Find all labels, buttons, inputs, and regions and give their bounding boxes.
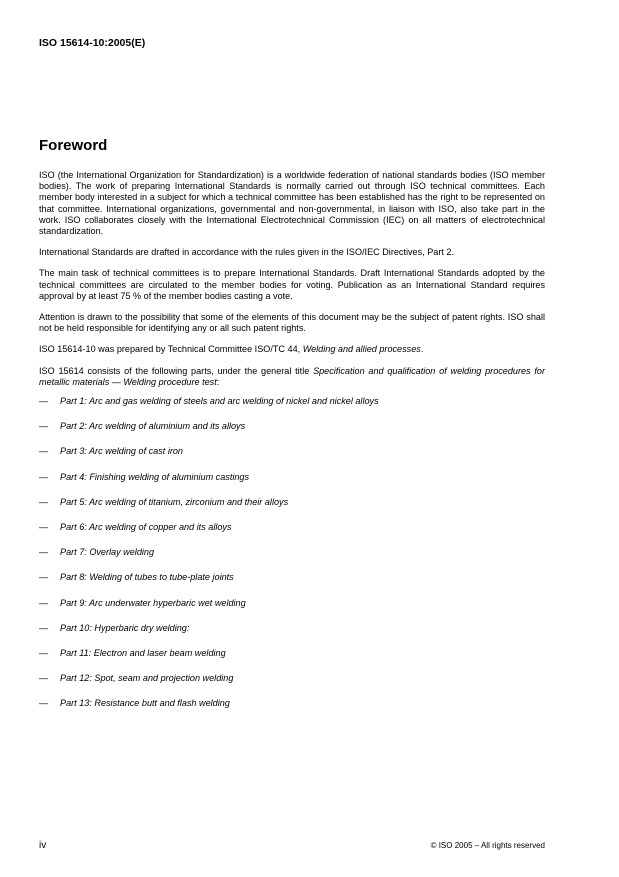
dash-bullet: — bbox=[39, 597, 49, 608]
paragraph-committees: The main task of technical committees is to prepare International Standards. Draft International Standards adopted by the technical committees are circulated to the member bodies for voting. Publication as an International Standard requires approval by at least 75 % of the member bodies casting a vote. bbox=[39, 268, 545, 301]
list-item bbox=[39, 698, 545, 723]
part-title: Part 13: Resistance butt and flash welding bbox=[60, 698, 230, 709]
list-item bbox=[39, 547, 545, 572]
part-title: Part 5: Arc welding of titanium, zirconium and their alloys bbox=[60, 496, 289, 507]
general-title: Specification and qualification of welding procedures for metallic materials — Welding procedure test bbox=[39, 365, 545, 387]
copyright-notice: © ISO 2005 – All rights reserved bbox=[430, 841, 545, 850]
dash-bullet: — bbox=[39, 647, 49, 658]
dash-bullet: — bbox=[39, 547, 49, 558]
dash-bullet: — bbox=[39, 496, 49, 507]
part-title: Part 7: Overlay welding bbox=[60, 547, 155, 558]
parts-intro-end: : bbox=[216, 376, 220, 387]
prepared-by-text: ISO 15614-10 was prepared by Technical Committee ISO/TC 44, bbox=[39, 344, 303, 355]
part-title: Part 8: Welding of tubes to tube-plate joints bbox=[60, 572, 234, 583]
committee-title: Welding and allied processes bbox=[302, 344, 421, 355]
part-title: Part 4: Finishing welding of aluminium castings bbox=[60, 471, 250, 482]
part-title: Part 2: Arc welding of aluminium and its alloys bbox=[60, 421, 246, 432]
document-id: ISO 15614-10:2005(E) bbox=[39, 37, 146, 49]
list-item bbox=[39, 522, 545, 547]
paragraph-prepared-by bbox=[39, 344, 545, 355]
list-item bbox=[39, 673, 545, 698]
dash-bullet: — bbox=[39, 698, 49, 709]
dash-bullet: — bbox=[39, 622, 49, 633]
paragraph-parts-intro bbox=[39, 366, 545, 388]
list-item bbox=[39, 472, 545, 497]
part-title: Part 10: Hyperbaric dry welding: bbox=[60, 622, 190, 633]
part-title: Part 3: Arc welding of cast iron bbox=[60, 446, 183, 457]
parts-list bbox=[39, 396, 545, 723]
dash-bullet: — bbox=[39, 572, 49, 583]
dash-bullet: — bbox=[39, 396, 49, 407]
paragraph-iso-intro: ISO (the International Organization for Standardization) is a worldwide federation of national standards bodies (ISO member bodies). The work of preparing International Standards is normally carried out through ISO technical committees. Each member body interested in a subject for which a technical committee has been established has the right to be represented on that committee. International organizations, governmental and non-governmental, in liaison with ISO, also take part in the work. ISO collaborates closely with the International Electrotechnical Commission (IEC) on all matters of electrotechnical standardization. bbox=[39, 170, 545, 237]
part-title: Part 6: Arc welding of copper and its alloys bbox=[60, 521, 232, 532]
part-title: Part 12: Spot, seam and projection welding bbox=[60, 673, 234, 684]
paragraph-directives: International Standards are drafted in accordance with the rules given in the ISO/IEC Directives, Part 2. bbox=[39, 247, 454, 258]
dash-bullet: — bbox=[39, 521, 49, 532]
paragraph-patents: Attention is drawn to the possibility that some of the elements of this document may be the subject of patent rights. ISO shall not be held responsible for identifying any or all such patent rights. bbox=[39, 312, 545, 334]
dash-bullet: — bbox=[39, 446, 49, 457]
page-title: Foreword bbox=[39, 137, 108, 154]
parts-intro-text: ISO 15614 consists of the following parts, under the general title bbox=[39, 365, 314, 376]
dash-bullet: — bbox=[39, 421, 49, 432]
list-item bbox=[39, 598, 545, 623]
list-item bbox=[39, 421, 545, 446]
dash-bullet: — bbox=[39, 673, 49, 684]
part-title: Part 1: Arc and gas welding of steels and arc welding of nickel and nickel alloys bbox=[60, 396, 379, 407]
prepared-by-end: . bbox=[420, 344, 424, 355]
list-item bbox=[39, 446, 545, 471]
dash-bullet: — bbox=[39, 471, 49, 482]
list-item bbox=[39, 572, 545, 597]
list-item bbox=[39, 648, 545, 673]
page-number: iv bbox=[39, 840, 47, 851]
list-item bbox=[39, 497, 545, 522]
part-title: Part 11: Electron and laser beam welding bbox=[60, 647, 226, 658]
list-item bbox=[39, 396, 545, 421]
part-title: Part 9: Arc underwater hyperbaric wet welding bbox=[60, 597, 246, 608]
foreword-body bbox=[39, 170, 545, 723]
list-item bbox=[39, 623, 545, 648]
